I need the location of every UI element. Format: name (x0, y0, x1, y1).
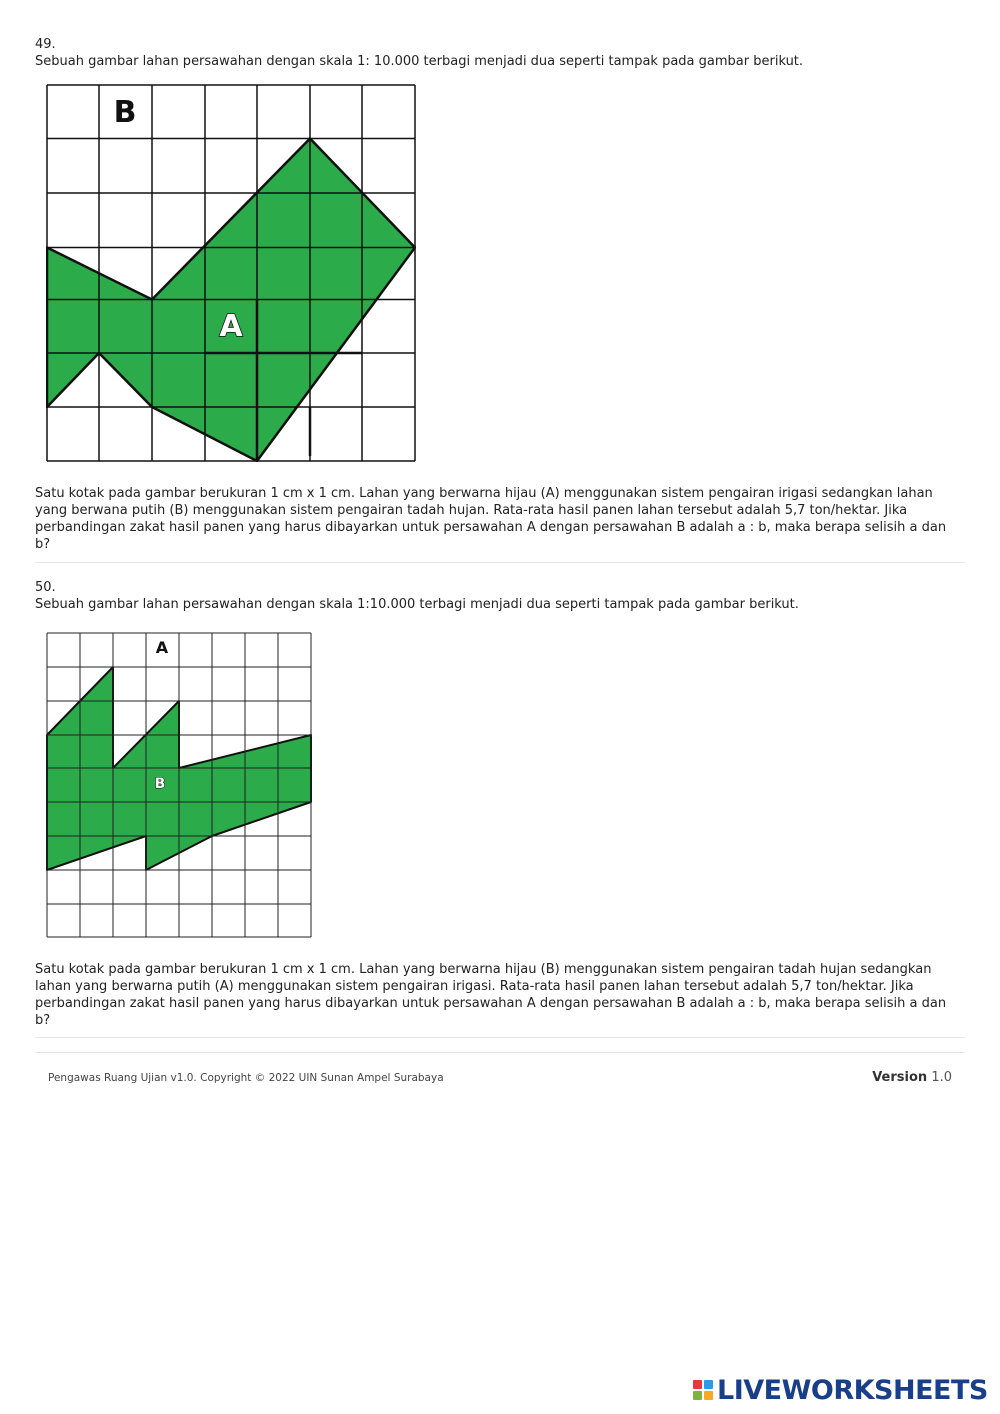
footer-version (872, 1070, 952, 1085)
label-b: B (154, 776, 166, 792)
liveworksheets-logo-icon (693, 1380, 713, 1400)
divider (35, 562, 965, 563)
label-b: B (113, 95, 137, 130)
brand-name: LIVEWORKSHEETS (717, 1374, 988, 1406)
label-a: A (155, 638, 169, 657)
question-text: Sebuah gambar lahan persawahan dengan skala 1:10.000 terbagi menjadi dua seperti tampak pada gambar berikut. (35, 597, 799, 612)
question-number: 49. (35, 37, 56, 52)
version-label: Version (872, 1070, 928, 1085)
question-text: Sebuah gambar lahan persawahan dengan skala 1: 10.000 terbagi menjadi dua seperti tampak pada gambar berikut. (35, 54, 804, 69)
liveworksheets-brand (693, 1374, 988, 1406)
figure-49-grid (46, 84, 416, 462)
footer-copyright: Pengawas Ruang Ujian v1.0. Copyright © 2022 UIN Sunan Ampel Surabaya (48, 1072, 444, 1084)
question-49-header (35, 36, 965, 70)
question-50-description: Satu kotak pada gambar berukuran 1 cm x 1 cm. Lahan yang berwarna hijau (B) menggunakan sistem pengairan tadah hujan sedangkan lahan yang berwarna putih (A) menggunakan sistem pengairan irigasi. Rata-rata hasil panen lahan tersebut adalah 5,7 ton/hektar. Jika perbandingan zakat hasil panen yang harus dibayarkan untuk persawahan A dengan persawahan B adalah a : b, maka berapa selisih a dan b? (35, 962, 947, 1028)
question-49-description: Satu kotak pada gambar berukuran 1 cm x 1 cm. Lahan yang berwarna hijau (A) menggunakan sistem pengairan irigasi sedangkan lahan yang berwana putih (B) menggunakan sistem pengairan tadah hujan. Rata-rata hasil panen lahan tersebut adalah 5,7 ton/hektar. Jika perbandingan zakat hasil panen yang harus dibayarkan untuk persawahan A dengan persawahan B adalah a : b, maka berapa selisih a dan b? (35, 486, 947, 552)
version-value: 1.0 (931, 1070, 952, 1085)
divider (35, 1037, 965, 1038)
question-number: 50. (35, 580, 56, 595)
figure-50-grid (46, 632, 313, 939)
question-50-header (35, 579, 965, 613)
footer-divider (35, 1052, 965, 1053)
label-a: A (219, 309, 243, 344)
